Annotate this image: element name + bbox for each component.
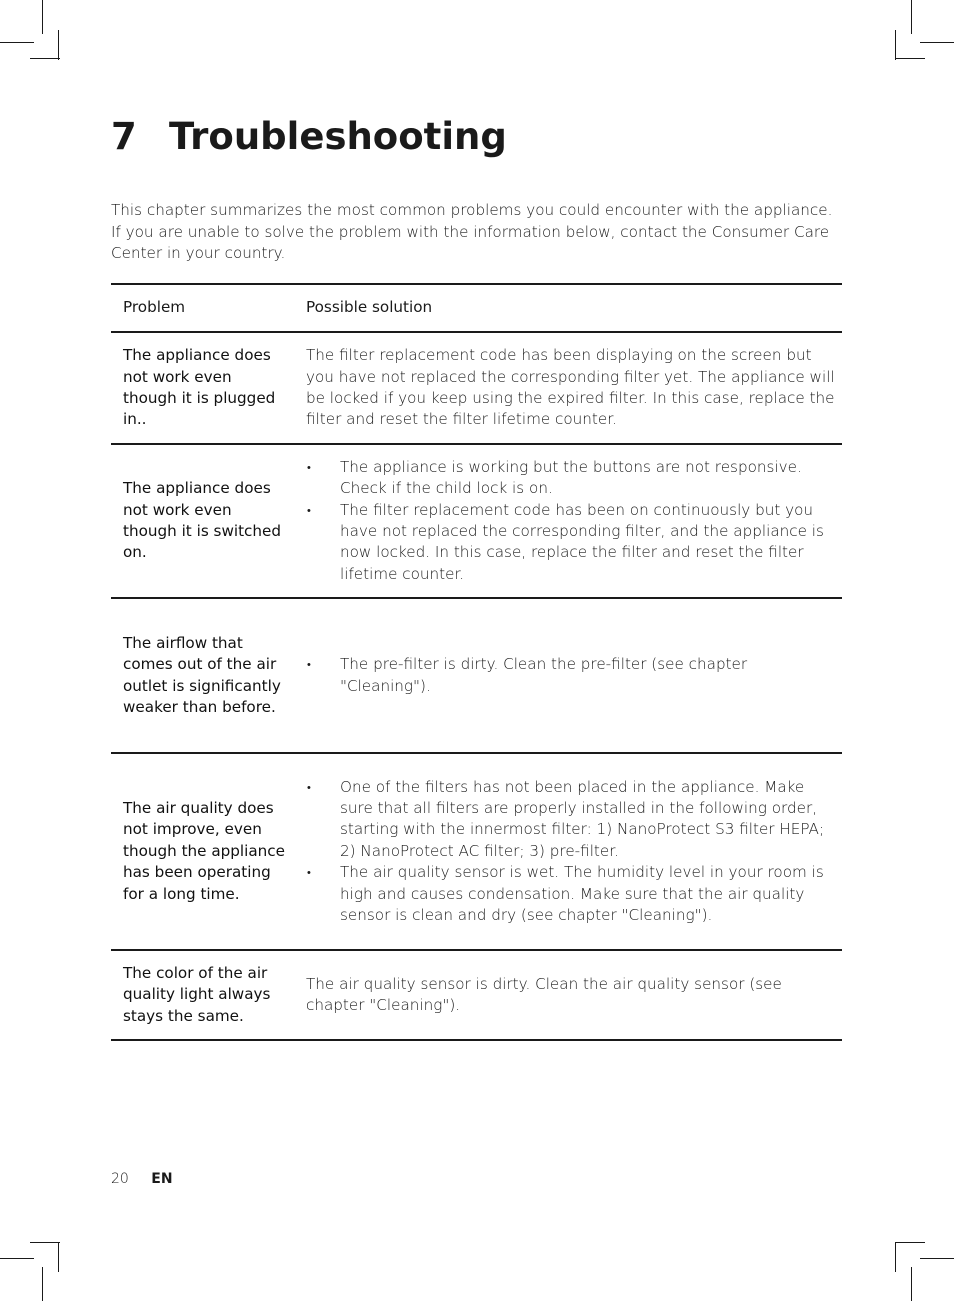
problem-cell: The color of the air quality light always stays the same.	[111, 950, 294, 1040]
crop-mark	[0, 42, 34, 43]
solution-cell	[294, 753, 842, 950]
table-row	[111, 444, 842, 598]
page-footer	[111, 1170, 173, 1188]
page-title	[111, 112, 507, 162]
table-row	[111, 950, 842, 1040]
solution-list	[306, 654, 838, 697]
page-number: 20	[111, 1171, 129, 1187]
crop-mark	[920, 1258, 954, 1259]
solution-cell: The air quality sensor is dirty. Clean the air quality sensor (see chapter "Cleaning").	[294, 950, 842, 1040]
table-row	[111, 332, 842, 444]
solution-item: • The pre-filter is dirty. Clean the pre-filter (see chapter "Cleaning").	[306, 654, 838, 697]
crop-mark	[42, 1267, 43, 1301]
problem-cell: The airflow that comes out of the air outlet is significantly weaker than before.	[111, 598, 294, 753]
problem-cell: The appliance does not work even though it is plugged in..	[111, 332, 294, 444]
table-row	[111, 598, 842, 753]
crop-mark	[42, 0, 43, 34]
crop-mark	[58, 1242, 59, 1272]
crop-mark	[911, 0, 912, 34]
solution-item: • One of the filters has not been placed in the appliance. Make sure that all filters are properly installed in the following order, starting with the innermost filter: 1) NanoProtect S3 filter HEPA; 2) NanoProtect AC filter; 3) pre-filter.	[306, 777, 838, 863]
solution-cell	[294, 598, 842, 753]
solution-cell	[294, 444, 842, 598]
crop-mark	[895, 30, 896, 60]
intro-paragraph: This chapter summarizes the most common problems you could encounter with the appliance. If you are unable to solve the problem with the information below, contact the Consumer Care Center in your country.	[111, 201, 833, 262]
solution-item: • The appliance is working but the buttons are not responsive. Check if the child lock is on.	[306, 457, 838, 500]
table-row	[111, 753, 842, 950]
chapter-number: 7	[111, 115, 137, 158]
crop-mark	[30, 58, 60, 59]
solution-item: • The filter replacement code has been on continuously but you have not replaced the corresponding filter, and the appliance is now locked. In this case, replace the filter and reset the filter lifetime counter.	[306, 500, 838, 586]
solution-list	[306, 457, 838, 585]
solution-list	[306, 777, 838, 927]
crop-mark	[58, 30, 59, 60]
crop-mark	[895, 58, 925, 59]
crop-mark	[911, 1267, 912, 1301]
crop-mark	[895, 1242, 925, 1243]
crop-mark	[30, 1242, 60, 1243]
chapter-title: Troubleshooting	[169, 115, 507, 158]
crop-mark	[920, 42, 954, 43]
solution-cell: The filter replacement code has been displaying on the screen but you have not replaced the corresponding filter yet. The appliance will be locked if you keep using the expired filter. In this case, replace the filter and reset the filter lifetime counter.	[294, 332, 842, 444]
language-code: EN	[151, 1171, 173, 1187]
crop-mark	[895, 1242, 896, 1272]
solution-item: • The air quality sensor is wet. The humidity level in your room is high and causes condensation. Make sure that the air quality sensor is clean and dry (see chapter "Cleaning").	[306, 862, 838, 926]
problem-cell: The air quality does not improve, even though the appliance has been operating for a long time.	[111, 753, 294, 950]
column-header-solution: Possible solution	[294, 284, 842, 332]
table-header-row	[111, 284, 842, 332]
column-header-problem: Problem	[111, 284, 294, 332]
troubleshooting-table	[111, 283, 842, 1041]
crop-mark	[0, 1258, 34, 1259]
problem-cell: The appliance does not work even though it is switched on.	[111, 444, 294, 598]
